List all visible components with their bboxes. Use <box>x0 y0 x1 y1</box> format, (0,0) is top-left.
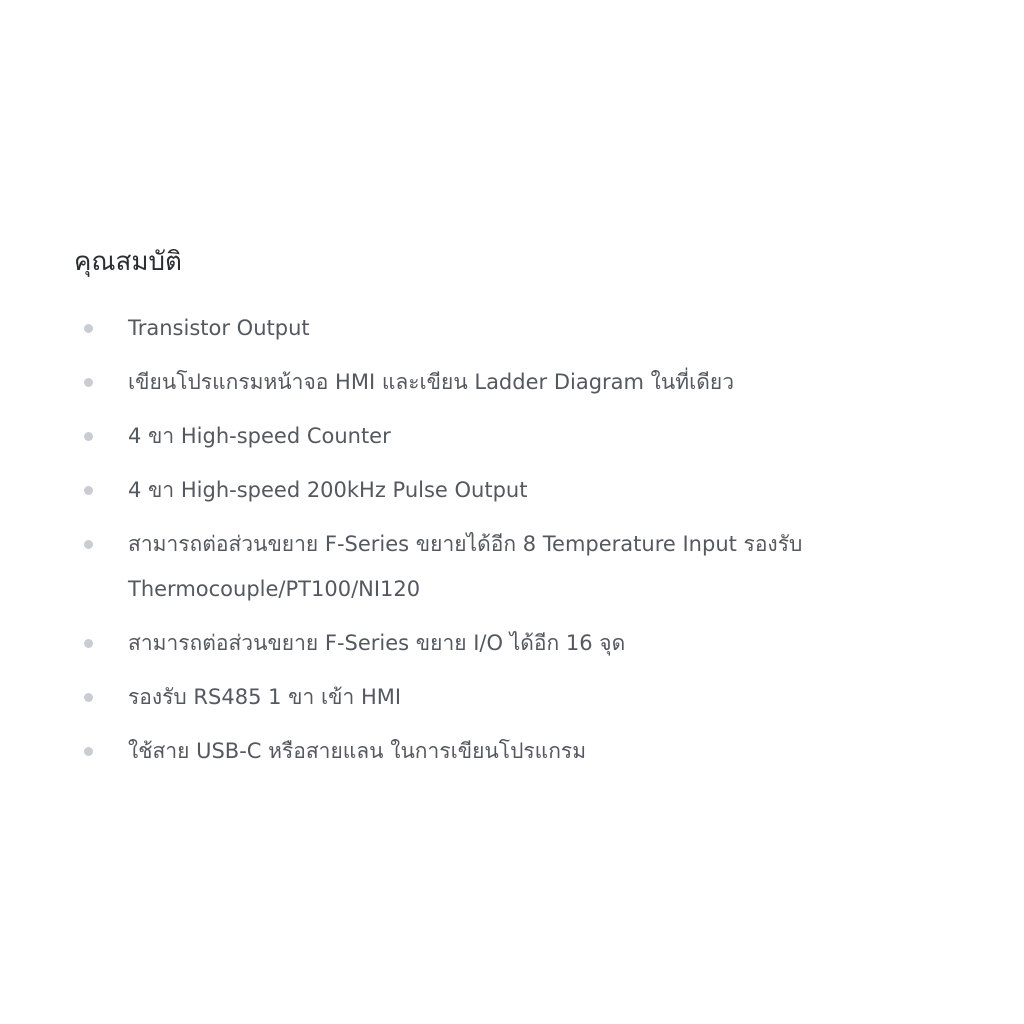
bullet-icon <box>84 432 93 441</box>
bullet-icon <box>84 747 93 756</box>
list-item <box>74 621 954 666</box>
bullet-icon <box>84 324 93 333</box>
bullet-icon <box>84 540 93 549</box>
list-item <box>74 414 954 459</box>
list-item-text: 4 ขา High-speed 200kHz Pulse Output <box>128 478 528 502</box>
list-item-text: 4 ขา High-speed Counter <box>128 424 391 448</box>
list-item-text: รองรับ RS485 1 ขา เข้า HMI <box>128 685 402 709</box>
list-item-text: สามารถต่อส่วนขยาย F-Series ขยาย I/O ได้อีก 16 จุด <box>128 631 626 655</box>
list-item <box>74 522 954 612</box>
features-list <box>74 306 954 774</box>
list-item-text: สามารถต่อส่วนขยาย F-Series ขยายได้อีก 8 Temperature Input รองรับ Thermocouple/PT100/NI120 <box>128 532 803 601</box>
list-item <box>74 468 954 513</box>
list-item <box>74 306 954 351</box>
bullet-icon <box>84 639 93 648</box>
list-item <box>74 675 954 720</box>
list-item <box>74 360 954 405</box>
features-heading: คุณสมบัติ <box>74 247 182 277</box>
bullet-icon <box>84 693 93 702</box>
bullet-icon <box>84 486 93 495</box>
bullet-icon <box>84 378 93 387</box>
list-item <box>74 729 954 774</box>
features-section <box>74 238 954 783</box>
list-item-text: ใช้สาย USB-C หรือสายแลน ในการเขียนโปรแกรม <box>128 739 587 763</box>
list-item-text: เขียนโปรแกรมหน้าจอ HMI และเขียน Ladder Diagram ในที่เดียว <box>128 370 735 394</box>
list-item-text: Transistor Output <box>128 316 310 340</box>
